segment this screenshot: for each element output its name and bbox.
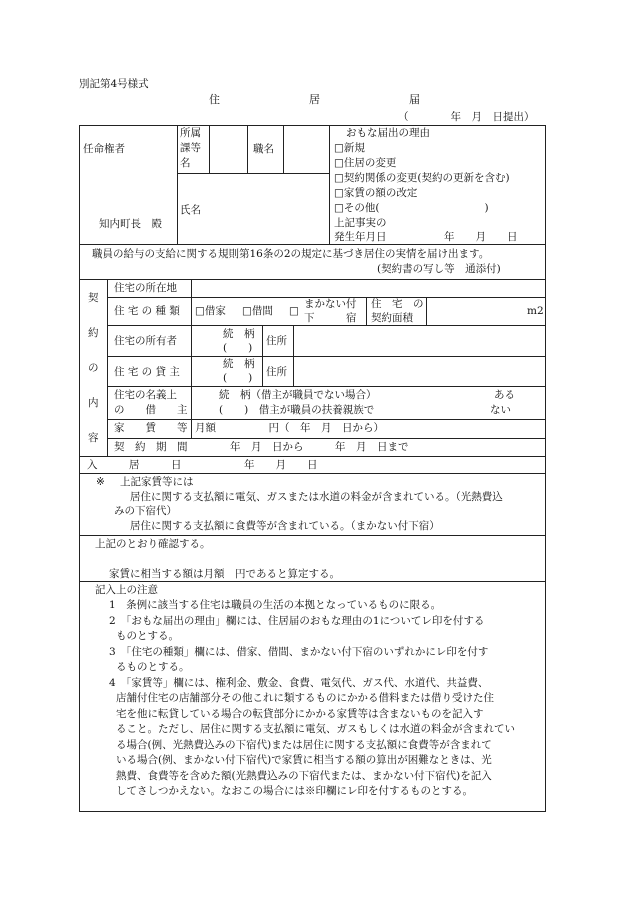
instruction-line: いる場合(例、まかない付下宿代)で家賃に相当する額の算出が困難なときは、光 <box>116 754 492 766</box>
location-label: 住宅の所在地 <box>114 282 177 294</box>
nominee-relation-1: 続 柄（借主が職員でない場合） <box>219 389 377 401</box>
dept-label-3: 名 <box>180 157 191 169</box>
side-label-2: 約 <box>88 327 99 339</box>
owner-relation-1: 続 柄 <box>223 328 255 340</box>
title-char-3: 届 <box>409 93 420 106</box>
lender-relation-2: ( ) <box>223 372 253 384</box>
side-label-3: の <box>88 362 99 374</box>
lender-label: 住 宅 の 貸 主 <box>114 366 180 378</box>
dept-label-1: 所属 <box>180 127 201 139</box>
occurrence-label-2: 発生年月日 <box>334 231 387 243</box>
instruction-line: ること。ただし、居住に関する支払額に電気、ガスもしくは水道の料金が含まれてい <box>116 723 515 735</box>
type-meal-1: まかない付 <box>304 298 357 310</box>
statement: 職員の給与の支給に関する規則第16条の2の規定に基づき居住の実情を届け出ます。 <box>92 248 490 260</box>
reason-new-checkbox[interactable]: □新規 <box>334 142 365 154</box>
frame-right <box>545 125 546 812</box>
type-label: 住 宅 の 種 類 <box>114 305 180 317</box>
reason-contract-checkbox[interactable]: □契約関係の変更(契約の更新を含む) <box>334 172 510 184</box>
nominee-label-1: 住宅の名義上 <box>114 389 177 401</box>
dept-label-2: 課等 <box>180 142 201 154</box>
grid-line <box>293 325 294 386</box>
frame-left <box>79 125 80 812</box>
notes-line-2: 居住に関する支払額に食費等が含まれている。（まかない付下宿） <box>130 520 440 532</box>
confirm-line-2: 家賃に相当する額は月額 円であると算定する。 <box>109 568 340 580</box>
period-value: 年 月 日から 年 月 日まで <box>230 441 409 453</box>
grid-line <box>79 535 545 536</box>
grid-line <box>177 173 329 174</box>
frame-top <box>79 125 545 126</box>
nominee-relation-2: ( ) 借主が職員の扶養親族で <box>219 404 375 416</box>
grid-line <box>177 125 178 244</box>
nominee-no: ない <box>490 404 511 416</box>
occurrence-label-1: 上記事実の <box>334 217 387 229</box>
move-in-label: 入 居 日 <box>87 459 182 471</box>
period-label: 契 約 期 間 <box>114 441 188 453</box>
notes-line-1b: みの下宿代） <box>114 505 177 517</box>
grid-line <box>79 456 545 457</box>
submit-date: （ 年 月 日提出） <box>398 111 535 123</box>
side-label-4: 内 <box>88 397 99 409</box>
name-label: 氏名 <box>180 204 201 216</box>
owner-address-label: 住所 <box>266 335 287 347</box>
grid-line <box>262 325 263 386</box>
frame-bottom <box>79 811 546 812</box>
title-char-2: 居 <box>309 93 320 106</box>
rent-label: 家 賃 等 <box>114 422 188 434</box>
instructions-title: 記入上の注意 <box>95 584 158 596</box>
instruction-line: 宅を他に転貸している場合の転貸部分にかかる家賃等は含まないものを記入す <box>116 708 484 720</box>
grid-line <box>107 279 108 456</box>
reason-title: おもな届出の理由 <box>346 127 430 139</box>
instruction-line: るものとする。 <box>116 661 190 673</box>
instruction-line: 3 「住宅の種類」欄には、借家、借間、まかない付下宿のいずれかにレ印を付す <box>109 646 489 658</box>
area-label-2: 契約面積 <box>371 312 413 324</box>
addressee: 知内町長 殿 <box>99 218 162 230</box>
instruction-line: 店舗付住宅の店舗部分その他これに類するものにかかる借料または借り受けた住 <box>116 692 494 704</box>
grid-line <box>79 581 545 582</box>
occurrence-date: 年 月 日 <box>444 231 518 243</box>
reason-rent-checkbox[interactable]: □家賃の額の改定 <box>334 187 418 199</box>
type-rented-house[interactable]: □借家 <box>195 305 226 317</box>
grid-line <box>191 279 192 438</box>
grid-line <box>107 419 545 420</box>
notes-intro: 上記家賃等には <box>120 476 194 488</box>
type-boarding[interactable]: □ <box>289 305 299 317</box>
notes-marker: ※ <box>96 476 105 488</box>
rent-value: 月額 円（ 年 月 日から） <box>195 422 384 434</box>
title-char-1: 住 <box>209 93 220 106</box>
lender-address-label: 住所 <box>266 366 287 378</box>
nominee-yes: ある <box>494 389 515 401</box>
grid-line <box>107 325 545 326</box>
move-in-date: 年 月 日 <box>244 459 318 471</box>
side-label-1: 契 <box>88 292 99 304</box>
owner-relation-2: ( ) <box>223 342 253 354</box>
grid-line <box>329 125 330 244</box>
grid-line <box>107 356 545 357</box>
reason-move-checkbox[interactable]: □住居の変更 <box>334 157 397 169</box>
grid-line <box>247 125 248 173</box>
grid-line <box>426 297 427 325</box>
owner-label: 住宅の所有者 <box>114 335 177 347</box>
post-label: 職名 <box>253 143 274 155</box>
grid-line <box>283 125 284 173</box>
type-meal-2: 下 宿 <box>304 312 357 324</box>
instruction-line: 2 「おもな届出の理由」欄には、住居届のおもな理由の1についてレ印を付する <box>109 615 485 627</box>
notes-line-1: 居住に関する支払額に電気、ガスまたは水道の料金が含まれている。（光熱費込 <box>130 491 503 503</box>
instruction-line: 4 「家賃等」欄には、権利金、敷金、食費、電気代、ガス代、水道代、共益費、 <box>109 677 489 689</box>
nominee-label-2: の 借 主 <box>114 404 188 416</box>
grid-line <box>107 386 545 387</box>
area-label-1: 住 宅 の <box>371 298 424 310</box>
area-unit: m2 <box>527 305 544 317</box>
instruction-line: 1 条例に該当する住宅は職員の生活の本拠となっているものに限る。 <box>109 599 442 611</box>
reason-other-checkbox[interactable]: □その他( ) <box>334 202 489 214</box>
appointer-label: 任命権者 <box>83 143 125 155</box>
form-id: 別記第4号様式 <box>79 78 149 90</box>
instruction-line: ものとする。 <box>116 630 179 642</box>
lender-relation-1: 続 柄 <box>223 358 255 370</box>
confirm-line-1: 上記のとおり確認する。 <box>95 538 211 550</box>
attachment-note: (契約書の写し等 通添付) <box>377 263 501 275</box>
grid-line <box>107 438 545 439</box>
instruction-line: る場合(例、光熱費込みの下宿代)または居住に関する支払額に食費等が含まれて <box>116 739 492 751</box>
grid-line <box>209 125 210 173</box>
type-rented-room[interactable]: □借間 <box>242 305 273 317</box>
grid-line <box>79 244 545 245</box>
grid-line <box>79 279 545 280</box>
grid-line <box>366 297 367 325</box>
grid-line <box>79 473 545 474</box>
side-label-5: 容 <box>88 432 99 444</box>
instruction-line: してさしつかえない。なおこの場合には※印欄にレ印を付するものとする。 <box>116 785 473 797</box>
instruction-line: 熱費、食費等を含めた額(光熱費込みの下宿代または、まかない付下宿代)を記入 <box>116 770 492 782</box>
